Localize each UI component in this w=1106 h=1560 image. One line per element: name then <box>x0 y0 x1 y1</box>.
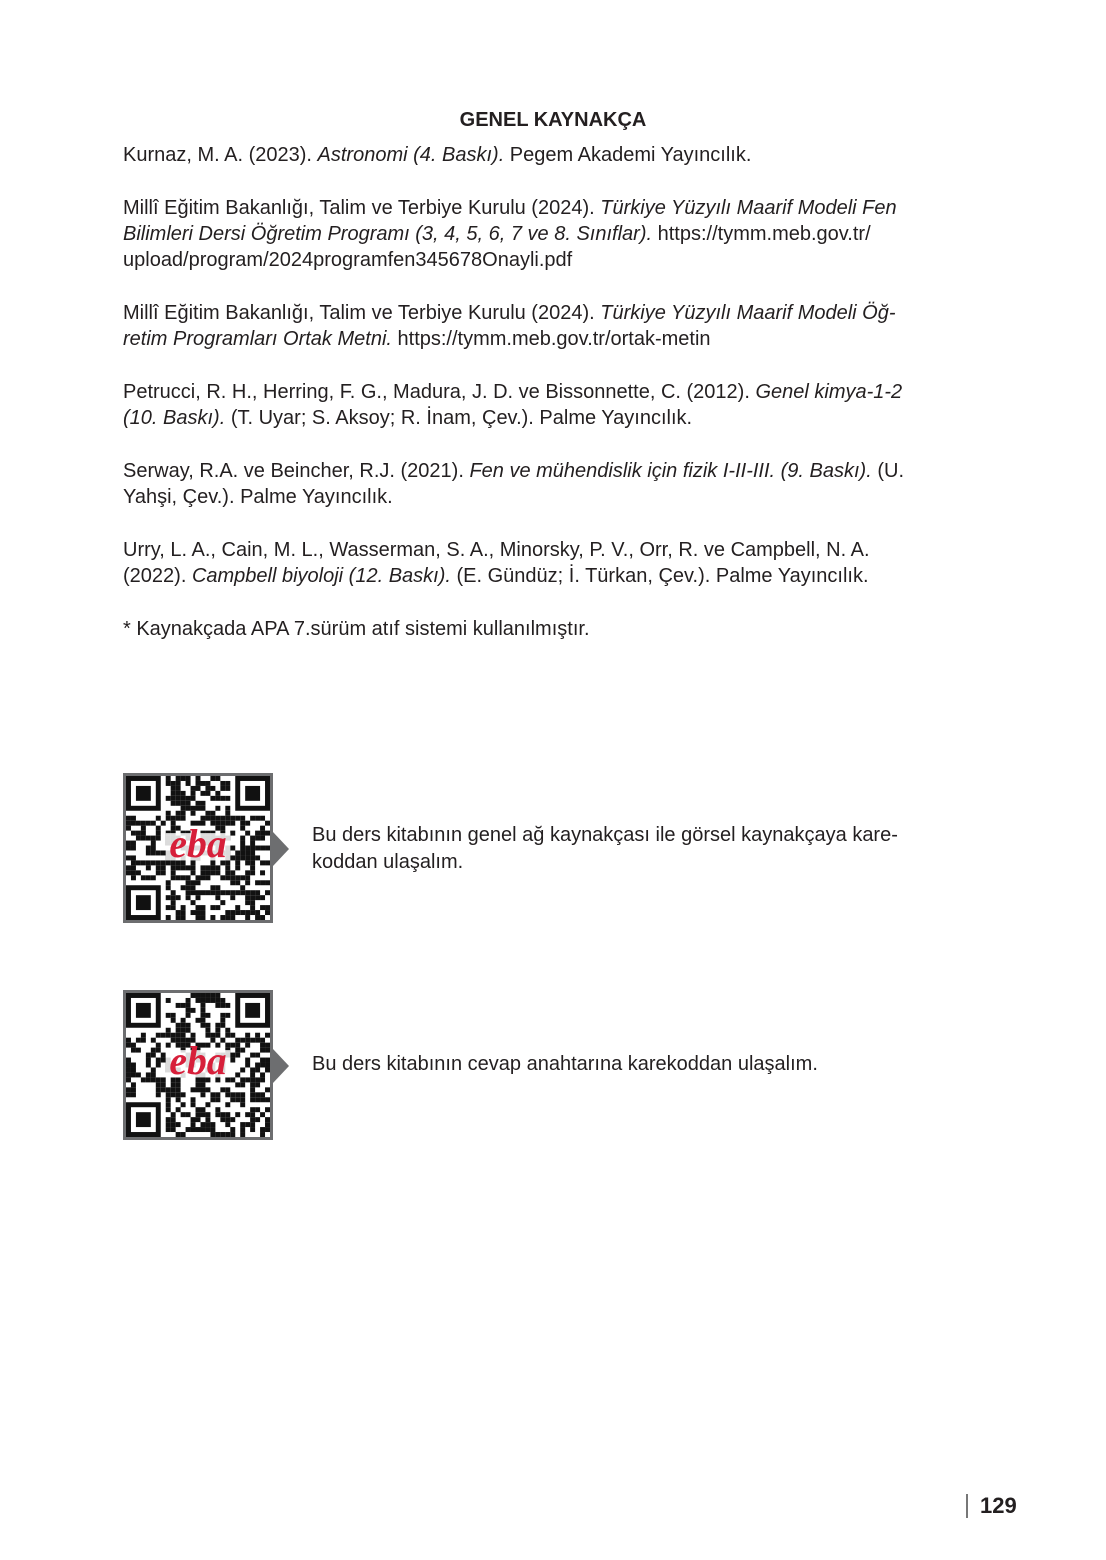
reference-item: Urry, L. A., Cain, M. L., Wasserman, S. A., Minorsky, P. V., Orr, R. ve Campbell, N. A. (2022). Campbell biyoloji (12. Baskı). (E. Gündüz; İ. Türkan, Çev.). Palme Yayıncılık. <box>123 539 870 587</box>
arrow-right-icon <box>273 832 289 866</box>
qr-description: Bu ders kitabının cevap anahtarına karekoddan ulaşalım. <box>312 1053 818 1075</box>
reference-item: Millî Eğitim Bakanlığı, Talim ve Terbiye Kurulu (2024). Türkiye Yüzyılı Maarif Modeli Fen Bilimleri Dersi Öğretim Programı (3, 4, 5, 6, 7 ve 8. Sınıflar). https://tymm.meb.gov.tr/ upload/program/2024programfen345678Onayli.pdf <box>123 197 897 271</box>
arrow-right-icon <box>273 1049 289 1083</box>
qr-block-references <box>123 773 1023 923</box>
eba-logo: eba <box>169 1038 227 1083</box>
reference-item: Kurnaz, M. A. (2023). Astronomi (4. Baskı). Pegem Akademi Yayıncılık. <box>123 144 752 166</box>
apa-note: * Kaynakçada APA 7.sürüm atıf sistemi kullanılmıştır. <box>123 618 590 640</box>
qr-block-answer-key <box>123 990 1023 1140</box>
reference-list <box>123 142 993 669</box>
qr-code-icon[interactable] <box>123 773 273 923</box>
reference-item: Petrucci, R. H., Herring, F. G., Madura, J. D. ve Bissonnette, C. (2012). Genel kimya-1-2 (10. Baskı). (T. Uyar; S. Aksoy; R. İnam, Çev.). Palme Yayıncılık. <box>123 381 903 429</box>
reference-item: Serway, R.A. ve Beincher, R.J. (2021). Fen ve mühendislik için fizik I-II-III. (9. Baskı). (U. Yahşi, Çev.). Palme Yayıncılık. <box>123 460 904 508</box>
page-title: GENEL KAYNAKÇA <box>459 109 647 131</box>
reference-item: Millî Eğitim Bakanlığı, Talim ve Terbiye Kurulu (2024). Türkiye Yüzyılı Maarif Modeli Öğ- retim Programları Ortak Metni. https://tymm.meb.gov.tr/ortak-metin <box>123 302 896 350</box>
eba-logo: eba <box>169 821 227 866</box>
qr-code-icon[interactable] <box>123 990 273 1140</box>
page-number: 129 <box>966 1494 1017 1518</box>
qr-description: Bu ders kitabının genel ağ kaynakçası ile görsel kaynakçaya kare- koddan ulaşalım. <box>312 824 898 873</box>
